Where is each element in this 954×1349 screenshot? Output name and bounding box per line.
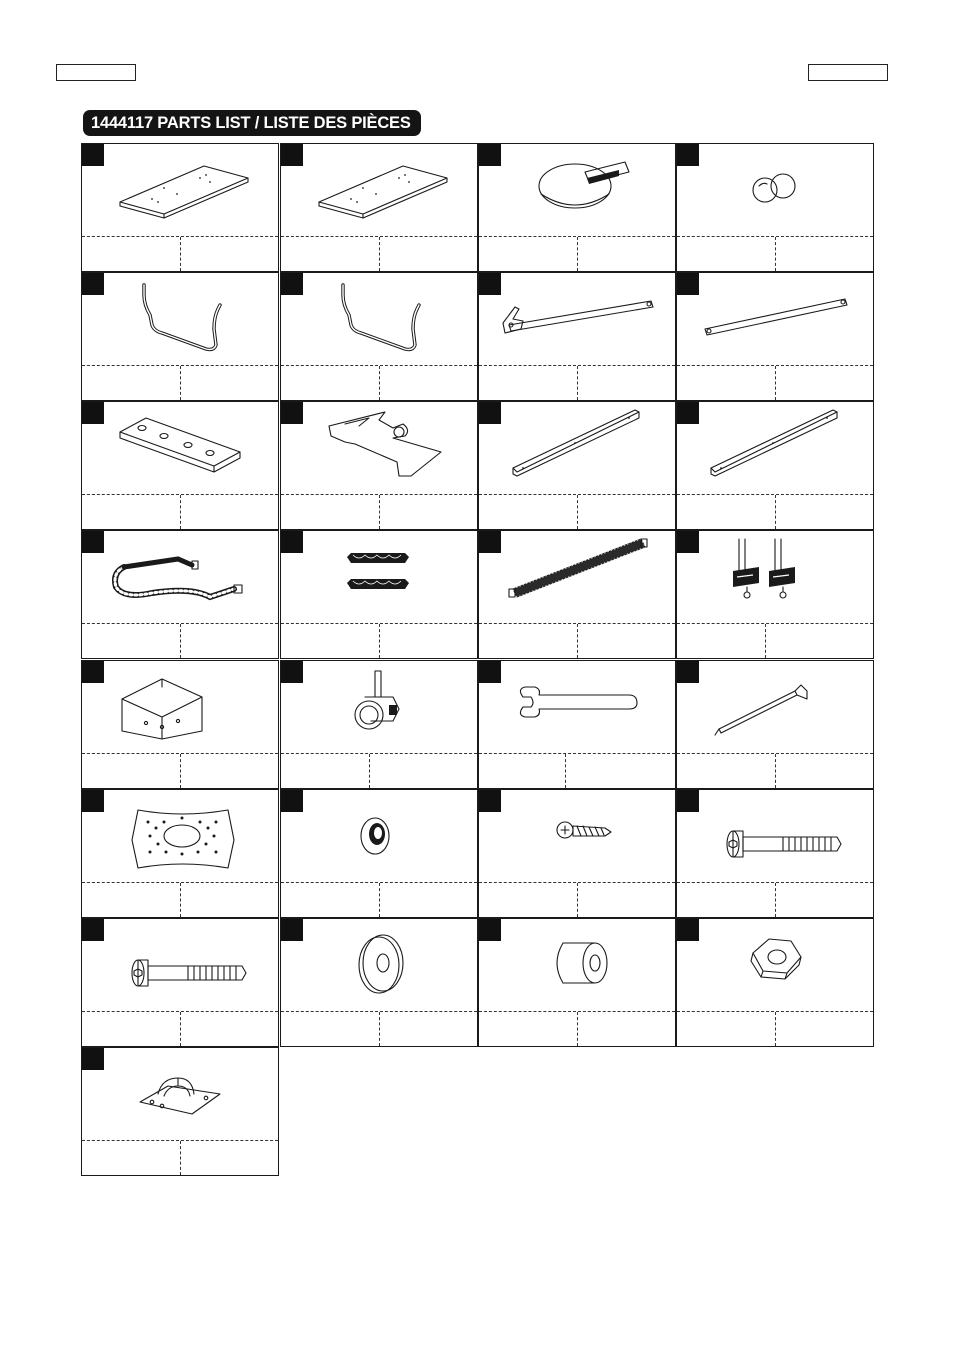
knob-icon bbox=[677, 144, 873, 236]
quantity-split-divider bbox=[180, 883, 181, 917]
part-cell bbox=[81, 530, 279, 659]
quantity-split-divider bbox=[577, 624, 578, 658]
panel-board-icon bbox=[82, 144, 278, 236]
angle-rail-icon bbox=[677, 402, 873, 494]
panel-board-icon bbox=[281, 144, 477, 236]
pipe-clamp-icon bbox=[82, 1048, 278, 1140]
quantity-split-divider bbox=[379, 883, 380, 917]
part-cell bbox=[676, 530, 874, 659]
quantity-split-divider bbox=[775, 1012, 776, 1046]
quantity-divider bbox=[281, 753, 477, 754]
part-cell bbox=[81, 918, 279, 1047]
quantity-split-divider bbox=[379, 237, 380, 271]
part-cell bbox=[676, 401, 874, 530]
part-cell bbox=[81, 143, 279, 272]
quantity-split-divider bbox=[577, 883, 578, 917]
angle-rail-icon bbox=[479, 402, 675, 494]
quantity-split-divider bbox=[180, 1012, 181, 1046]
quantity-divider bbox=[479, 753, 675, 754]
part-cell bbox=[478, 918, 676, 1047]
quantity-split-divider bbox=[775, 495, 776, 529]
part-cell bbox=[676, 143, 874, 272]
mounting-plate-icon bbox=[82, 402, 278, 494]
part-cell bbox=[81, 272, 279, 401]
part-cell bbox=[676, 660, 874, 789]
quantity-split-divider bbox=[577, 366, 578, 400]
quantity-split-divider bbox=[577, 495, 578, 529]
mesh-strip-icon bbox=[479, 531, 675, 623]
quantity-split-divider bbox=[577, 1012, 578, 1046]
part-cell bbox=[280, 143, 478, 272]
part-cell bbox=[478, 530, 676, 659]
grommet-icon bbox=[281, 790, 477, 882]
bent-rod-icon bbox=[281, 273, 477, 365]
bent-rod-icon bbox=[82, 273, 278, 365]
part-cell bbox=[478, 401, 676, 530]
quantity-split-divider bbox=[775, 754, 776, 788]
quantity-split-divider bbox=[565, 754, 566, 788]
part-cell bbox=[478, 272, 676, 401]
quantity-split-divider bbox=[765, 624, 766, 658]
part-cell bbox=[676, 272, 874, 401]
part-cell bbox=[478, 660, 676, 789]
part-cell bbox=[280, 272, 478, 401]
wrench-icon bbox=[479, 661, 675, 753]
quantity-split-divider bbox=[379, 1012, 380, 1046]
quantity-split-divider bbox=[379, 495, 380, 529]
allen-key-icon bbox=[677, 661, 873, 753]
quantity-split-divider bbox=[775, 883, 776, 917]
quantity-split-divider bbox=[180, 237, 181, 271]
part-cell bbox=[81, 789, 279, 918]
corner-label-box-right bbox=[808, 64, 888, 81]
perforated-cover-icon bbox=[82, 790, 278, 882]
part-cell bbox=[81, 401, 279, 530]
quantity-divider bbox=[677, 623, 873, 624]
part-cell bbox=[280, 401, 478, 530]
quantity-split-divider bbox=[379, 366, 380, 400]
part-cell bbox=[478, 789, 676, 918]
clamp-hardware-icon bbox=[677, 531, 873, 623]
round-cushion-icon bbox=[479, 144, 675, 236]
page-title: 1444117 PARTS LIST / LISTE DES PIÈCES bbox=[83, 110, 421, 136]
quantity-split-divider bbox=[775, 237, 776, 271]
quantity-split-divider bbox=[180, 495, 181, 529]
quantity-split-divider bbox=[180, 754, 181, 788]
bolt-icon bbox=[82, 919, 278, 1011]
screw-icon bbox=[479, 790, 675, 882]
part-cell bbox=[478, 143, 676, 272]
washer-icon bbox=[281, 919, 477, 1011]
quantity-split-divider bbox=[180, 1141, 181, 1175]
long-bar-with-bracket-icon bbox=[479, 273, 675, 365]
part-cell bbox=[81, 1047, 279, 1176]
quantity-split-divider bbox=[577, 237, 578, 271]
part-cell bbox=[280, 789, 478, 918]
part-cell bbox=[676, 918, 874, 1047]
long-bar-icon bbox=[677, 273, 873, 365]
quantity-split-divider bbox=[775, 366, 776, 400]
strap-icon bbox=[82, 531, 278, 623]
part-cell bbox=[280, 530, 478, 659]
spring-icon bbox=[281, 531, 477, 623]
quantity-split-divider bbox=[180, 624, 181, 658]
hex-nut-icon bbox=[677, 919, 873, 1011]
part-cell bbox=[280, 660, 478, 789]
corner-label-box-left bbox=[56, 64, 136, 81]
corner-bracket-icon bbox=[82, 661, 278, 753]
quantity-split-divider bbox=[369, 754, 370, 788]
hook-bracket-icon bbox=[281, 402, 477, 494]
quantity-split-divider bbox=[379, 624, 380, 658]
caster-wheel-icon bbox=[281, 661, 477, 753]
quantity-split-divider bbox=[180, 366, 181, 400]
part-cell bbox=[676, 789, 874, 918]
part-cell bbox=[280, 918, 478, 1047]
spacer-icon bbox=[479, 919, 675, 1011]
part-cell bbox=[81, 660, 279, 789]
bolt-icon bbox=[677, 790, 873, 882]
